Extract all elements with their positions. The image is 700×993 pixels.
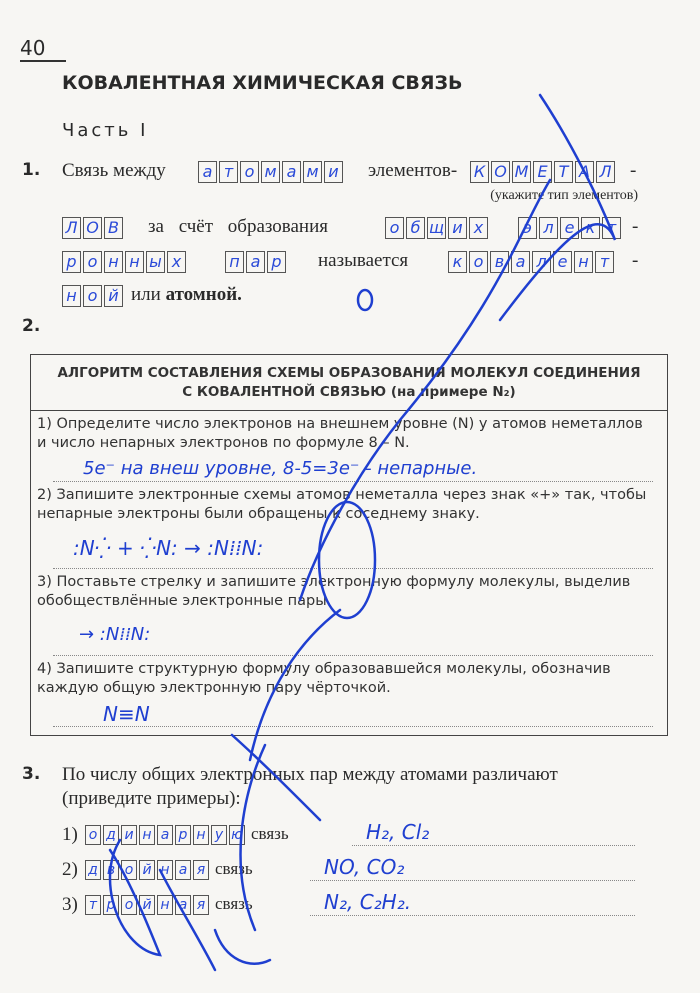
letter-box[interactable]: а [282, 161, 301, 183]
algorithm-step-4 [31, 656, 667, 735]
answer-boxes-elect[interactable] [518, 217, 621, 239]
letter-box[interactable]: н [104, 251, 123, 273]
letter-box[interactable]: о [83, 251, 102, 273]
letter-box[interactable]: М [512, 161, 531, 183]
hyphen: - [632, 216, 639, 237]
letter-box[interactable]: о [469, 251, 488, 273]
letter-box[interactable]: К [470, 161, 489, 183]
page-title: КОВАЛЕНТНАЯ ХИМИЧЕСКАЯ СВЯЗЬ [62, 72, 463, 94]
letter-box[interactable]: р [175, 825, 191, 845]
letter-box[interactable]: щ [428, 218, 445, 237]
answer-boxes-bond-type[interactable] [85, 860, 209, 880]
letter-box[interactable]: м [261, 161, 280, 183]
letter-box[interactable]: т [219, 161, 238, 183]
letter-box[interactable]: о [240, 161, 259, 183]
answer-boxes-common[interactable] [385, 217, 488, 239]
letter-box[interactable]: н [193, 825, 209, 845]
hyphen: - [630, 160, 637, 181]
letter-box[interactable]: б [406, 217, 425, 239]
q1-text-1: Связь между [62, 160, 166, 181]
letter-box[interactable]: я [193, 895, 209, 915]
atomic-text: атомной. [165, 284, 242, 305]
letter-box[interactable]: т [85, 895, 101, 915]
letter-box[interactable]: л [532, 251, 551, 273]
answer-boxes-par[interactable] [225, 251, 286, 273]
row-number: 2) [62, 859, 78, 880]
q1-text-2: элементов- [368, 160, 458, 181]
step-1-text: 1) Определите число электронов на внешнем уровне (N) у атомов неметаллов и число непарных электронов по формуле 8 – N. [37, 416, 643, 451]
letter-box[interactable]: п [225, 251, 244, 273]
letter-box[interactable]: э [518, 217, 537, 239]
letter-box[interactable]: а [198, 161, 217, 183]
example-answer[interactable]: N₂, C₂H₂. [324, 890, 412, 914]
letter-box[interactable]: й [139, 860, 155, 880]
letter-box[interactable]: О [491, 161, 510, 183]
q1-text-5 [131, 284, 242, 306]
letter-box[interactable]: н [125, 251, 144, 273]
step-3-text: 3) Поставьте стрелку и запишите электронную формулу молекулы, выделив обобществлённые электронные пары. [37, 574, 631, 609]
letter-box[interactable]: в [490, 251, 509, 273]
letter-box[interactable]: т [602, 217, 621, 239]
q1-text-3: за счёт образования [148, 216, 329, 237]
or-text: или [131, 284, 161, 305]
answer-boxes-noi[interactable] [62, 285, 123, 307]
algorithm-header-line2: С КОВАЛЕНТНОЙ СВЯЗЬЮ (на примере N₂) [182, 384, 516, 400]
scribble-stroke [500, 95, 615, 320]
letter-box[interactable]: е [560, 217, 579, 239]
q1-number: 1. [22, 160, 41, 180]
letter-box[interactable]: м [303, 161, 322, 183]
step-4-answer[interactable]: N≡N [53, 702, 653, 727]
letter-box[interactable]: й [139, 895, 155, 915]
hyphen: - [632, 250, 639, 271]
algorithm-step-2 [31, 482, 667, 569]
letter-box[interactable]: Л [596, 161, 615, 183]
algorithm-table [30, 354, 668, 736]
letter-box[interactable]: р [267, 251, 286, 273]
letter-box[interactable]: ю [229, 825, 245, 845]
step-1-answer[interactable]: 5e⁻ на внеш уровне, 8-5=3e⁻ - непарные. [53, 457, 653, 482]
bond-word: связь [251, 824, 289, 843]
letter-box[interactable]: я [193, 860, 209, 880]
letter-box[interactable]: и [448, 217, 467, 239]
page-number: 40 [20, 36, 66, 62]
answer-boxes-ronnyh[interactable] [62, 251, 186, 273]
letter-box[interactable]: н [157, 895, 173, 915]
letter-box[interactable]: е [553, 251, 572, 273]
letter-box[interactable]: ы [146, 251, 165, 273]
letter-box[interactable]: к [581, 217, 600, 239]
letter-box[interactable]: х [469, 217, 488, 239]
letter-box[interactable]: р [62, 251, 81, 273]
step-2-text: 2) Запишите электронные схемы атомов неметалла через знак «+» так, чтобы непарные электроны были обращены к соседнему знаку. [37, 487, 647, 522]
algorithm-step-3 [31, 569, 667, 656]
letter-box[interactable]: а [246, 251, 265, 273]
letter-box[interactable]: л [539, 217, 558, 239]
letter-box[interactable]: О [83, 217, 102, 239]
step-3-answer[interactable]: → :N⁞⁞N: [53, 615, 653, 656]
letter-box[interactable]: т [595, 251, 614, 273]
letter-box[interactable]: у [211, 825, 227, 845]
q1-text-4: называется [318, 250, 409, 271]
example-answer[interactable]: NO, CO₂ [324, 855, 405, 879]
example-answer[interactable]: H₂, Cl₂ [366, 820, 430, 844]
answer-boxes-nonmetal-end[interactable] [62, 217, 123, 239]
letter-box[interactable]: н [574, 251, 593, 273]
letter-box[interactable]: и [324, 161, 343, 183]
letter-box[interactable]: о [121, 895, 137, 915]
letter-box[interactable]: о [121, 860, 137, 880]
letter-box[interactable]: й [104, 285, 123, 307]
bond-word: связь [215, 894, 253, 913]
answer-boxes-bond-type[interactable] [85, 825, 245, 845]
q2-number: 2. [22, 316, 41, 336]
q3-text: По числу общих электронных пар между атомами различают (приведите примеры): [62, 764, 558, 809]
answer-boxes-covalent[interactable] [448, 251, 614, 273]
algorithm-step-1 [31, 411, 667, 482]
bond-word: связь [215, 859, 253, 878]
step-4-text: 4) Запишите структурную формулу образовавшейся молекулы, обозначив каждую общую электронную пару чёрточкой. [37, 661, 611, 696]
letter-box[interactable]: н [157, 860, 173, 880]
hint-element-type: (укажите тип элементов) [490, 188, 638, 203]
letter-box[interactable]: а [511, 251, 530, 273]
letter-box[interactable]: в [103, 860, 119, 880]
letter-box[interactable]: о [385, 217, 404, 239]
answer-line [310, 915, 635, 916]
letter-box[interactable]: к [448, 251, 467, 273]
answer-line [352, 845, 635, 846]
scribble-stroke [160, 870, 215, 970]
letter-box[interactable]: а [175, 895, 191, 915]
row-number: 3) [62, 894, 78, 915]
scribble-o [358, 290, 372, 310]
letter-box[interactable]: В [104, 217, 123, 239]
answer-boxes-bond-type[interactable] [85, 895, 209, 915]
answer-boxes-nonmetal[interactable] [470, 161, 615, 183]
row-number: 1) [62, 824, 78, 845]
letter-box[interactable]: Л [62, 217, 81, 239]
algorithm-header [31, 355, 667, 411]
letter-box[interactable]: н [139, 825, 155, 845]
letter-box[interactable]: р [103, 895, 119, 915]
letter-box[interactable]: а [175, 860, 191, 880]
letter-box[interactable]: н [62, 285, 81, 307]
scribble-stroke [215, 930, 270, 964]
letter-box[interactable]: и [121, 825, 137, 845]
q3-number: 3. [22, 764, 41, 784]
answer-boxes-atoms[interactable] [198, 161, 343, 183]
letter-box[interactable]: а [157, 825, 173, 845]
step-2-answer[interactable]: :N⁛ + ⁛N: → :N⁞⁞N: [53, 528, 653, 569]
letter-box[interactable]: о [85, 825, 101, 845]
algorithm-header-line1: АЛГОРИТМ СОСТАВЛЕНИЯ СХЕМЫ ОБРАЗОВАНИЯ МОЛЕКУЛ СОЕДИНЕНИЯ [57, 365, 641, 381]
letter-box[interactable]: х [167, 251, 186, 273]
letter-box[interactable]: д [85, 860, 101, 880]
part-label: Часть I [62, 120, 149, 141]
answer-line [310, 880, 635, 881]
letter-box[interactable]: Е [533, 161, 552, 183]
letter-box[interactable]: А [575, 161, 594, 183]
letter-box[interactable]: о [83, 285, 102, 307]
letter-box[interactable]: Т [554, 161, 573, 183]
letter-box[interactable]: д [103, 825, 119, 845]
